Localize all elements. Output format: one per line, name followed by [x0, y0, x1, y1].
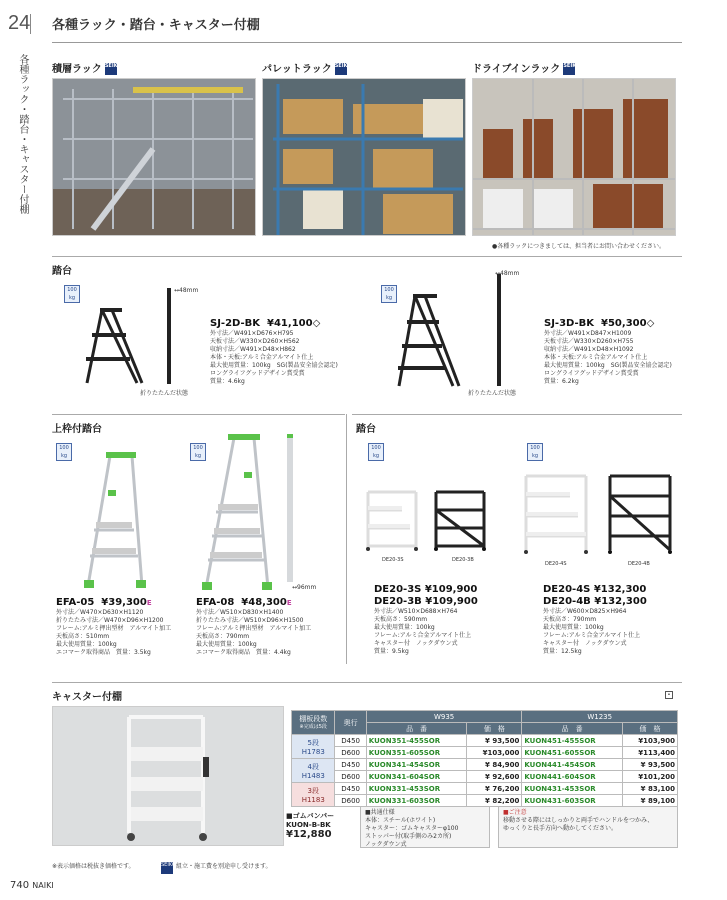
label-de20-3s: DE20-3S — [382, 557, 404, 563]
col-w1235: W1235 — [522, 711, 678, 723]
de20-4b-image — [604, 470, 676, 556]
section-title-upper-frame: 上枠付踏台 — [52, 424, 102, 435]
col-depth: 奥行 — [335, 711, 366, 735]
table-row: D600 KUON341-604SOR ¥ 92,600 KUON441-604SOR ¥101,200 — [292, 771, 678, 783]
footer-tax-note: ※表示価格は税抜き価格です。 — [52, 863, 135, 870]
section-rule — [52, 682, 682, 683]
load-100kg-icon: 100 kg — [527, 443, 543, 461]
folded-bar-image — [495, 274, 505, 388]
fold-caption: 折りたたんだ状態 — [140, 390, 189, 397]
section-rule — [52, 256, 682, 257]
photo-drive-in-rack — [472, 78, 676, 236]
section-title-stepbox: 踏台 — [356, 424, 376, 435]
product-de20-4: DE20-4S ¥132,300 DE20-4B ¥132,300 — [543, 584, 647, 607]
de20-3s-image — [362, 488, 422, 552]
product-efa-05: EFA-05 ¥39,300E — [56, 597, 152, 608]
rack-label-3: ドライブインラック SEIKO — [472, 63, 581, 75]
thickness-label: ↔48mm — [174, 287, 199, 294]
section-title-caster: キャスター付棚 — [52, 692, 122, 703]
label-de20-4s: DE20-4S — [545, 561, 567, 567]
section-rule — [52, 414, 345, 415]
de20-3b-image — [430, 488, 490, 552]
bumper-block: ■ゴムバンパー KUON-B-BK ¥12,880 — [286, 812, 335, 840]
stepladder-2-step-image — [82, 305, 152, 385]
load-100kg-icon: 100 kg — [381, 285, 397, 303]
stepladder-3-step-image — [393, 292, 473, 388]
spec-sj-2d-bk: 外寸法／W491×D676×H795 天板寸法／W330×D260×H562 収納寸法／W491×D48×H862 本体・天板:アルミ合金アルマイト仕上 最大使用質量：100kg SG(製品安全協会認定) ロングライフグッドデザイン賞受賞 質量：4.6kg — [210, 330, 338, 385]
spec-de20-4: 外寸法／W600×D825×H964 天板高さ：790mm 最大使用質量：100kg フレーム:アルミ合金アルマイト仕上 キャスター付 ノックダウン式 質量：12.5kg — [543, 608, 641, 655]
photo-layered-rack — [52, 78, 256, 236]
product-efa-08: EFA-08 ¥48,300E — [196, 597, 292, 608]
table-row: 3段 H1183 D450 KUON331-453SOR ¥ 76,200 KUON431-453SOR ¥ 83,100 — [292, 783, 678, 795]
page-side-number: 24 — [8, 12, 31, 34]
rack-note: ●各種ラックにつきましては、担当者にお問い合わせください。 — [492, 243, 665, 250]
load-100kg-icon: 100 kg — [56, 443, 72, 461]
load-100kg-icon: 100 kg — [190, 443, 206, 461]
seiko-badge-icon: SEIKO — [335, 63, 347, 75]
seiko-badge-icon: SEIKO — [161, 862, 173, 874]
product-sj-3d-bk: SJ-3D-BK ¥50,300◇ — [544, 318, 655, 329]
side-label: 各種ラック・踏台・キャスター付棚 — [17, 54, 28, 214]
label-de20-3b: DE20-3B — [452, 557, 474, 563]
load-100kg-icon: 100 kg — [64, 285, 80, 303]
thickness-label: ↔48mm — [495, 270, 520, 277]
footer-page: 740 NAIKI — [10, 880, 54, 891]
folded-bar-image — [165, 288, 175, 386]
spec-de20-3: 外寸法／W510×D688×H764 天板高さ：590mm 最大使用質量：100kg フレーム:アルミ合金アルマイト仕上 キャスター付 ノックダウン式 質量：9.5kg — [374, 608, 472, 655]
product-de20-3: DE20-3S ¥109,900 DE20-3B ¥109,900 — [374, 584, 478, 607]
spec-sj-3d-bk: 外寸法／W491×D847×H1009 天板寸法／W330×D260×H755 収納寸法／W491×D48×H1092 本体・天板:アルミ合金アルマイト仕上 最大使用質量：100kg SG(製品安全協会認定) ロングライフグッドデザイン賞受賞 質量：6.2kg — [544, 330, 672, 385]
section-rule — [352, 414, 682, 415]
efa-05-image — [80, 450, 150, 590]
folded-frame-image — [284, 434, 296, 584]
table-row: 4段 H1483 D450 KUON341-454SOR ¥ 84,900 KUON441-454SOR ¥ 93,500 — [292, 759, 678, 771]
header-rule — [52, 42, 682, 43]
de20-4s-image — [520, 470, 592, 556]
column-divider — [346, 414, 347, 664]
footer-assembly-note: 組立・施工費を別途申し受けます。 — [176, 863, 272, 870]
product-sj-2d-bk: SJ-2D-BK ¥41,100◇ — [210, 318, 321, 329]
seiko-badge-icon: SEIKO — [105, 63, 117, 75]
spec-efa-05: 外寸法／W470×D630×H1120 折りたたみ寸法／W470×D96×H1200 フレーム:アルミ押出型材 アルマイト加工 天板高さ：510mm 最大使用質量：100kg エコマーク取得商品 質量：3.5kg — [56, 609, 172, 656]
load-100kg-icon: 100 kg — [368, 443, 384, 461]
page-title: 各種ラック・踏台・キャスター付棚 — [52, 18, 260, 33]
fold-caption: 折りたたんだ状態 — [468, 390, 517, 397]
efa-08-image — [198, 432, 278, 592]
label-de20-4b: DE20-4B — [628, 561, 650, 567]
photo-caster-shelf — [52, 706, 284, 846]
thickness-label: ↔96mm — [292, 584, 317, 591]
header-divider — [30, 14, 31, 34]
table-row: D600 KUON351-605SOR ¥103,000 KUON451-605SOR ¥113,400 — [292, 747, 678, 759]
table-row: D600 KUON331-603SOR ¥ 82,200 KUON431-603SOR ¥ 89,100 — [292, 795, 678, 807]
spec-efa-08: 外寸法／W510×D830×H1400 折りたたみ寸法／W510×D96×H1500 フレーム:アルミ押出型材 アルマイト加工 天板高さ：790mm 最大使用質量：100kg エコマーク取得商品 質量：4.4kg — [196, 609, 312, 656]
seiko-badge-icon: SEIKO — [563, 63, 575, 75]
price-mark-icon: • — [665, 691, 673, 699]
col-levels: 棚板段数 ※完成は5段 — [292, 711, 335, 735]
table-row: 5段 H1783 D450 KUON351-455SOR ¥ 93,500 KUON451-455SOR ¥103,900 — [292, 735, 678, 747]
col-w935: W935 — [366, 711, 522, 723]
footer-badge — [158, 857, 176, 876]
section-title-stepstool: 踏台 — [52, 266, 72, 277]
rack-label-1: 積層ラック SEIKO — [52, 63, 122, 75]
caution-box: ■ご注意 移動させる際にはしっかりと両手でハンドルをつかみ、 ゆっくりと長手方向へ動かしてください。 — [498, 806, 678, 848]
common-spec-box: ■共通仕様 本体：スチール(ホワイト) キャスター：ゴムキャスターφ100 ストッパー付(取手側のみ2カ所) ノックダウン式 — [360, 806, 490, 848]
rack-label-2: パレットラック SEIKO — [262, 63, 352, 75]
photo-pallet-rack — [262, 78, 466, 236]
caster-price-table: 棚板段数 ※完成は5段 奥行 W935 W1235 品 番 価 格 品 番 価 格 5段 H1783 D450 KUON351-455SOR ¥ 93,500 KUON451-455SOR ¥103,900 D600 KUON351-605SOR ¥103,000 KUON451-605SOR ¥113,400 4段 H1483 D450 KUON341-454SOR ¥ 84,900 KUON441-454SOR ¥ 93,500 D600 KUON341-604SOR ¥ 92,600 KUON441-604SOR ¥101,200 3段 H1183 D450 KUON331-453SOR ¥ 76,200 KUON431-453SOR ¥ 83,100 D600 KUON331-603SOR ¥ 82,200 KUON431-603SOR ¥ 89,100 — [291, 710, 678, 807]
